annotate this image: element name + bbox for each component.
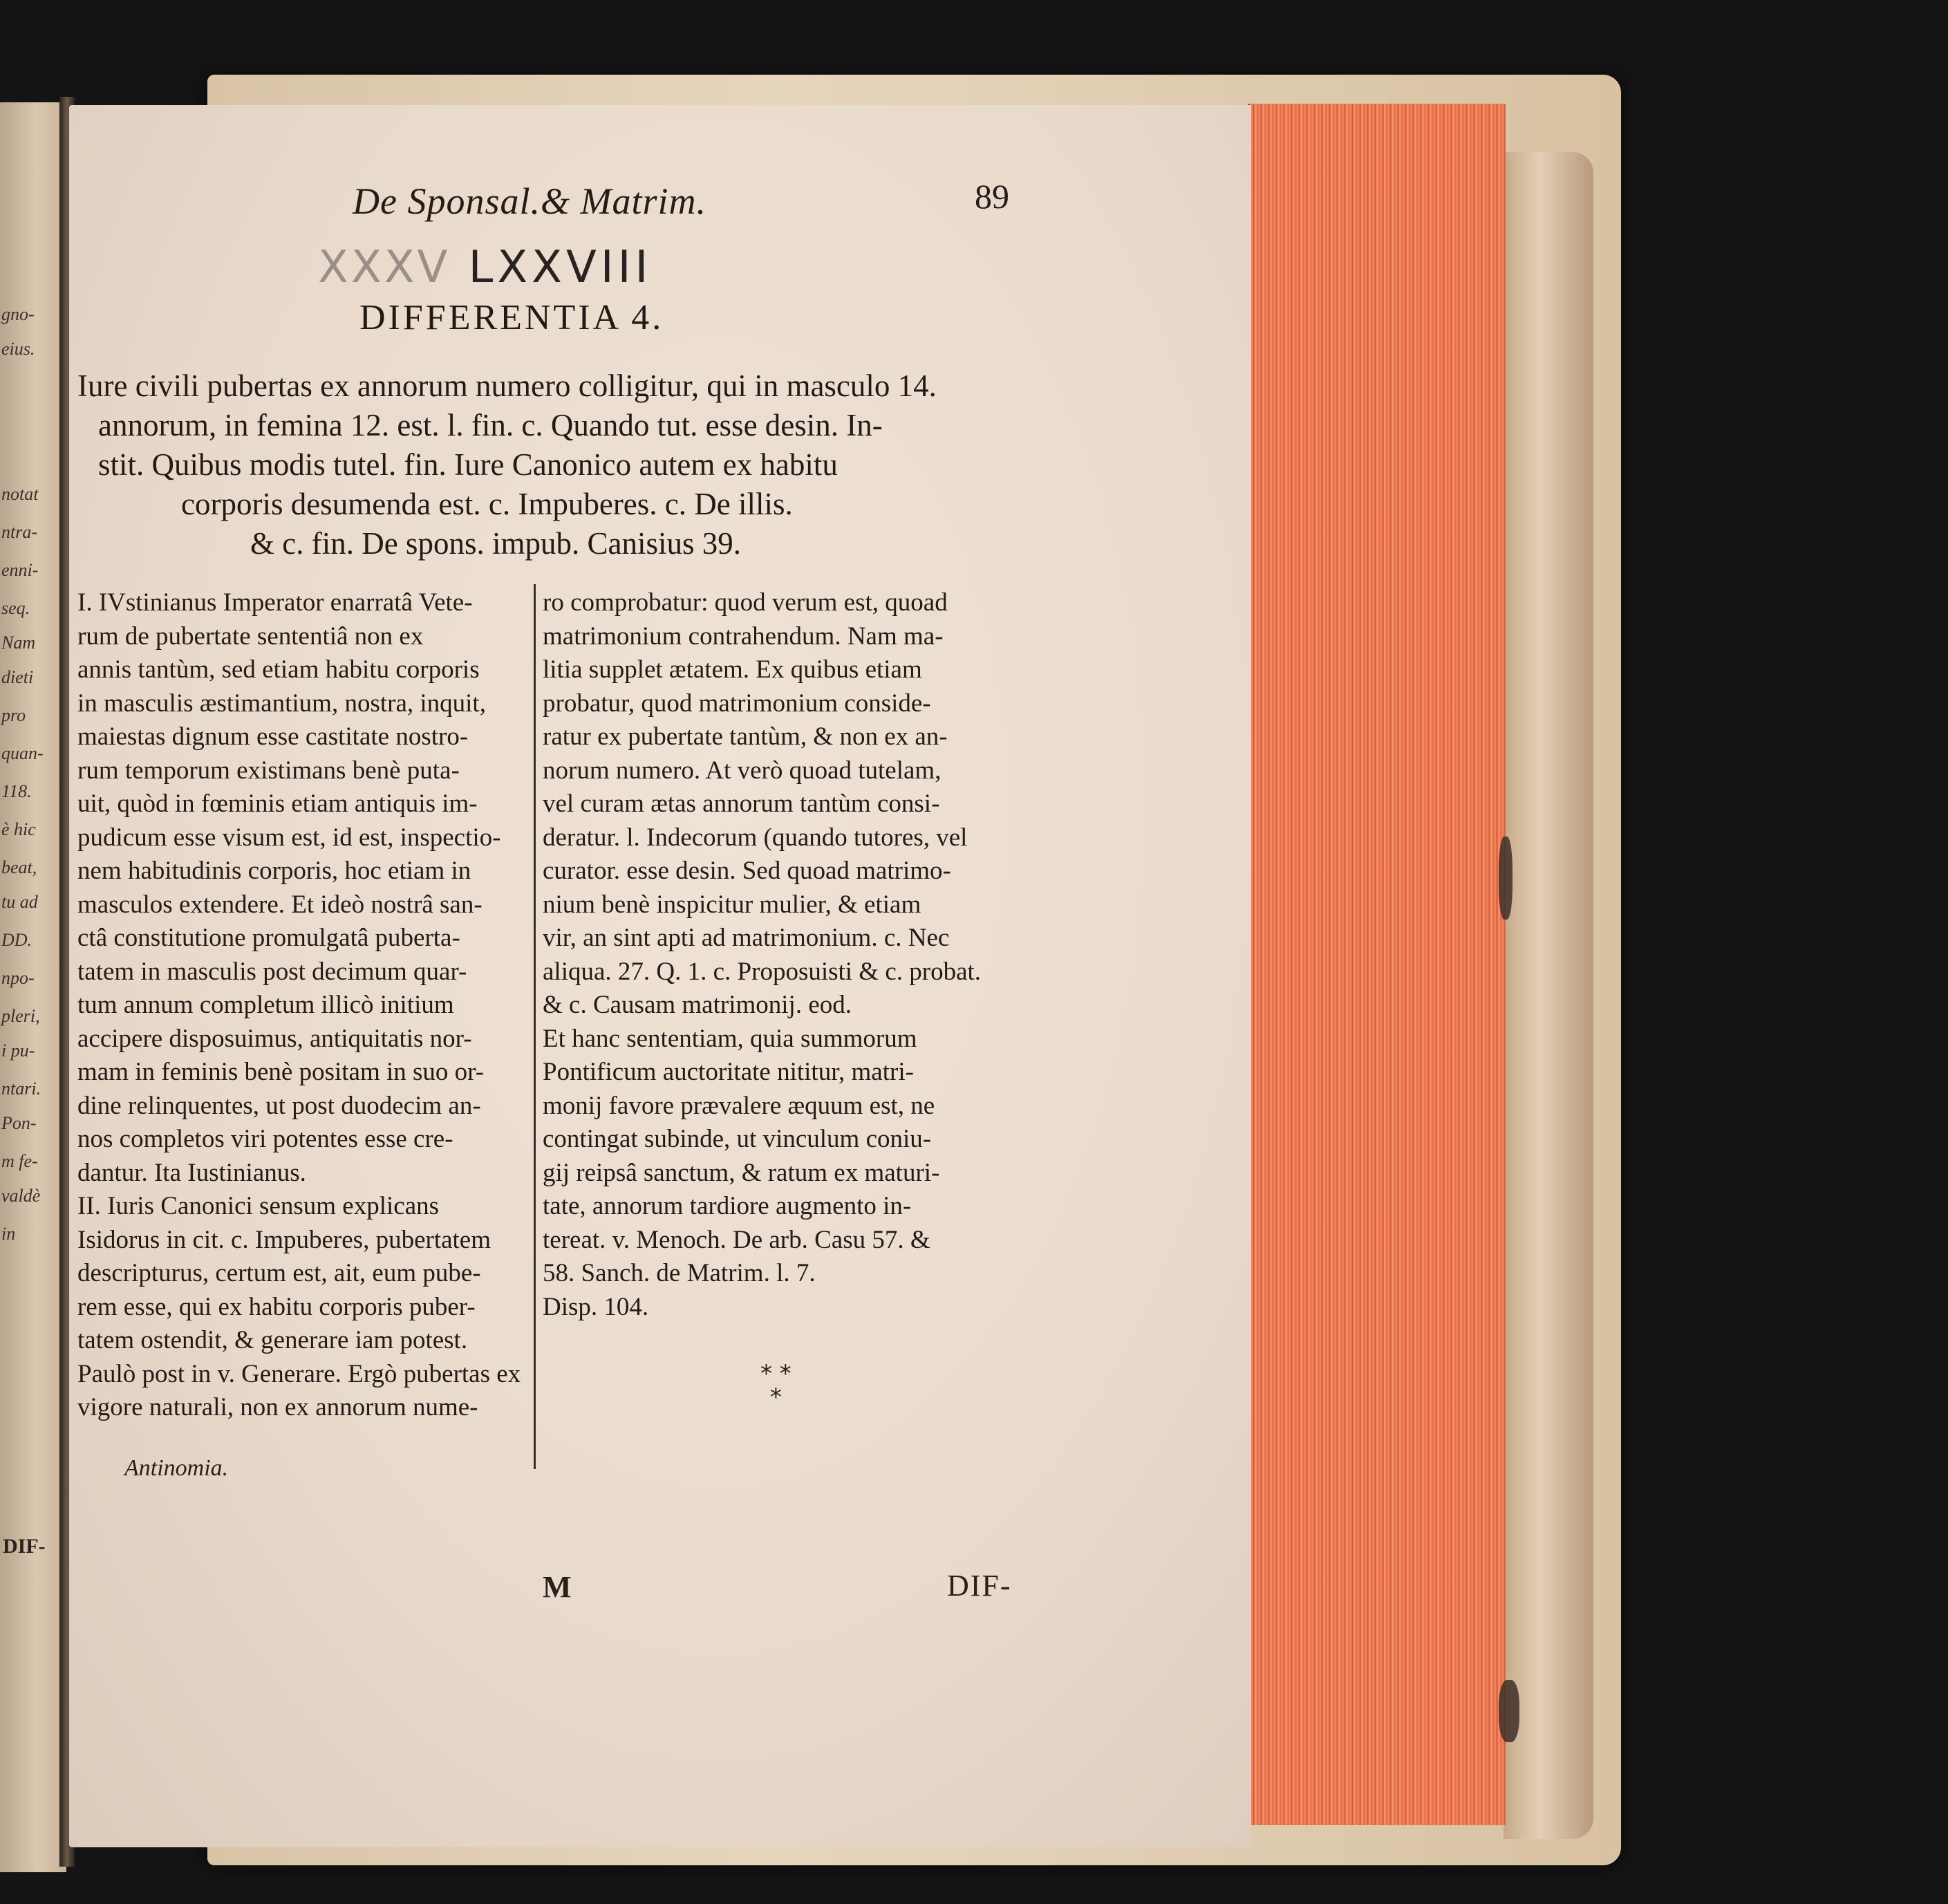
- text-line: deratur. l. Indecorum (quando tutores, vel: [543, 823, 968, 852]
- text-line: gij reipsâ sanctum, & ratum ex maturi-: [543, 1158, 940, 1187]
- text-line: Pontificum auctoritate nititur, matri-: [543, 1058, 914, 1086]
- summary-line: annorum, in femina 12. est. l. fin. c. Quando tut. esse desin. In-: [98, 408, 883, 442]
- text-line: nem habitudinis corporis, hoc etiam in: [77, 857, 471, 885]
- summary-line: corporis desumenda est. c. Impuberes. c. De illis.: [181, 487, 793, 521]
- left-page-fragment: Nam: [1, 633, 36, 653]
- star-row: * *: [760, 1360, 792, 1388]
- text-line: matrimonium contrahendum. Nam ma-: [543, 622, 944, 651]
- text-line: maiestas dignum esse castitate nostro-: [77, 722, 469, 751]
- page-number: 89: [975, 177, 1009, 216]
- text-line: tate, annorum tardiore augmento in-: [543, 1192, 912, 1220]
- left-page-fragment: eius.: [1, 339, 35, 359]
- text-line: dantur. Ita Iustinianus.: [77, 1158, 306, 1187]
- left-page-fragment: gno-: [1, 304, 35, 324]
- left-page-fragment: beat,: [1, 857, 37, 877]
- text-line: norum numero. At verò quoad tutelam,: [543, 756, 942, 785]
- left-page-fragment: 118.: [1, 781, 32, 801]
- text-line: rum temporum existimans benè puta-: [77, 756, 460, 785]
- left-page-fragment: enni-: [1, 560, 39, 580]
- text-line: curator. esse desin. Sed quoad matrimo-: [543, 857, 951, 885]
- struck-number: XXXV: [318, 242, 451, 293]
- text-line: aliqua. 27. Q. 1. c. Proposuisti & c. probat.: [543, 957, 982, 986]
- summary-line: & c. fin. De spons. impub. Canisius 39.: [250, 526, 741, 561]
- left-text-column: [77, 586, 527, 1425]
- left-page-fragment: i pu-: [1, 1040, 35, 1061]
- text-line: mam in feminis benè positam in suo or-: [77, 1058, 485, 1086]
- handwritten-number: [318, 242, 652, 293]
- signature-mark: M: [543, 1570, 572, 1604]
- text-line: tereat. v. Menoch. De arb. Casu 57. &: [543, 1225, 930, 1254]
- text-line: dine relinquentes, ut post duodecim an-: [77, 1091, 481, 1120]
- right-text-column: [543, 586, 1020, 1324]
- catchword: DIF-: [947, 1569, 1012, 1603]
- left-page-fragment: in: [1, 1224, 16, 1244]
- text-line: 58. Sanch. de Matrim. l. 7.: [543, 1259, 816, 1287]
- left-page-fragment: notat: [1, 484, 39, 504]
- text-line: litia supplet ætatem. Ex quibus etiam: [543, 655, 922, 684]
- ornament-stars: [760, 1362, 792, 1409]
- text-line: Paulò post in v. Generare. Ergò pubertas ex: [77, 1359, 521, 1388]
- left-page-catchword: DIF-: [3, 1535, 46, 1558]
- text-line: annis tantùm, sed etiam habitu corporis: [77, 655, 480, 684]
- text-line: rum de pubertate sententiâ non ex: [77, 622, 424, 651]
- left-page-fragment: npo-: [1, 968, 35, 988]
- text-line: vel curam ætas annorum tantùm consi-: [543, 790, 940, 818]
- text-line: II. Iuris Canonici sensum explicans: [77, 1192, 440, 1220]
- text-line: Et hanc sententiam, quia summorum: [543, 1024, 917, 1053]
- left-page-fragment: quan-: [1, 743, 44, 763]
- text-line: I. IVstinianus Imperator enarratâ Vete-: [77, 588, 473, 617]
- text-line: Isidorus in cit. c. Impuberes, pubertatem: [77, 1225, 491, 1254]
- text-line: & c. Causam matrimonij. eod.: [543, 991, 852, 1019]
- book-binding-side: [1504, 152, 1593, 1839]
- left-page-fragment: tu ad: [1, 892, 38, 912]
- text-line: ro comprobatur: quod verum est, quoad: [543, 588, 948, 617]
- text-line: nos completos viri potentes esse cre-: [77, 1125, 453, 1153]
- text-line: contingat subinde, ut vinculum coniu-: [543, 1125, 932, 1153]
- left-page-fragment: pro: [1, 705, 26, 725]
- running-head: De Sponsal.& Matrim.: [353, 180, 706, 222]
- star-row: *: [769, 1383, 782, 1411]
- text-line: descripturus, certum est, ait, eum pube-: [77, 1259, 481, 1287]
- ink-stain: [1499, 1680, 1519, 1742]
- left-page-fragment: è hic: [1, 819, 36, 839]
- text-line: Disp. 104.: [543, 1292, 649, 1321]
- text-line: monij favore prævalere æquum est, ne: [543, 1091, 935, 1120]
- text-line: vir, an sint apti ad matrimonium. c. Nec: [543, 924, 950, 952]
- left-page-fragment: ntra-: [1, 522, 37, 542]
- text-line: masculos extendere. Et ideò nostrâ san-: [77, 890, 483, 919]
- text-line: pudicum esse visum est, id est, inspectio-: [77, 823, 501, 852]
- text-line: in masculis æstimantium, nostra, inquit,: [77, 689, 486, 718]
- text-line: tatem in masculis post decimum quar-: [77, 957, 467, 986]
- left-page-fragment: dieti: [1, 667, 34, 687]
- text-line: rem esse, qui ex habitu corporis puber-: [77, 1292, 476, 1321]
- left-page-fragment: pleri,: [1, 1006, 40, 1026]
- summary-block: [77, 366, 1031, 563]
- summary-line: Iure civili pubertas ex annorum numero colligitur, qui in masculo 14.: [77, 368, 937, 403]
- text-line: accipere disposuimus, antiquitatis nor-: [77, 1024, 472, 1053]
- text-line: nium benè inspicitur mulier, & etiam: [543, 890, 921, 919]
- text-line: uit, quòd in fœminis etiam antiquis im-: [77, 790, 478, 818]
- left-page-fragment: ntari.: [1, 1079, 41, 1099]
- left-page-fragment: valdè: [1, 1186, 41, 1206]
- left-page-sliver: [0, 102, 66, 1872]
- left-page-fragment: Pon-: [1, 1113, 37, 1133]
- marginal-catchword: Antinomia.: [124, 1455, 229, 1481]
- text-line: ratur ex pubertate tantùm, & non ex an-: [543, 722, 948, 751]
- text-line: vigore naturali, non ex annorum nume-: [77, 1393, 478, 1421]
- current-number: LXXVIII: [468, 242, 653, 293]
- text-line: probatur, quod matrimonium conside-: [543, 689, 931, 718]
- section-title: DIFFERENTIA 4.: [359, 298, 664, 337]
- text-line: ctâ constitutione promulgatâ puberta-: [77, 924, 460, 952]
- text-line: tatem ostendit, & generare iam potest.: [77, 1326, 468, 1354]
- left-page-fragment: m fe-: [1, 1151, 38, 1171]
- ink-stain: [1499, 837, 1512, 920]
- left-page-fragment: seq.: [1, 598, 30, 618]
- red-page-edges: [1248, 104, 1506, 1825]
- summary-line: stit. Quibus modis tutel. fin. Iure Canonico autem ex habitu: [98, 447, 838, 482]
- left-page-fragment: DD.: [1, 930, 32, 950]
- text-line: tum annum completum illicò initium: [77, 991, 454, 1019]
- column-rule: [534, 584, 536, 1469]
